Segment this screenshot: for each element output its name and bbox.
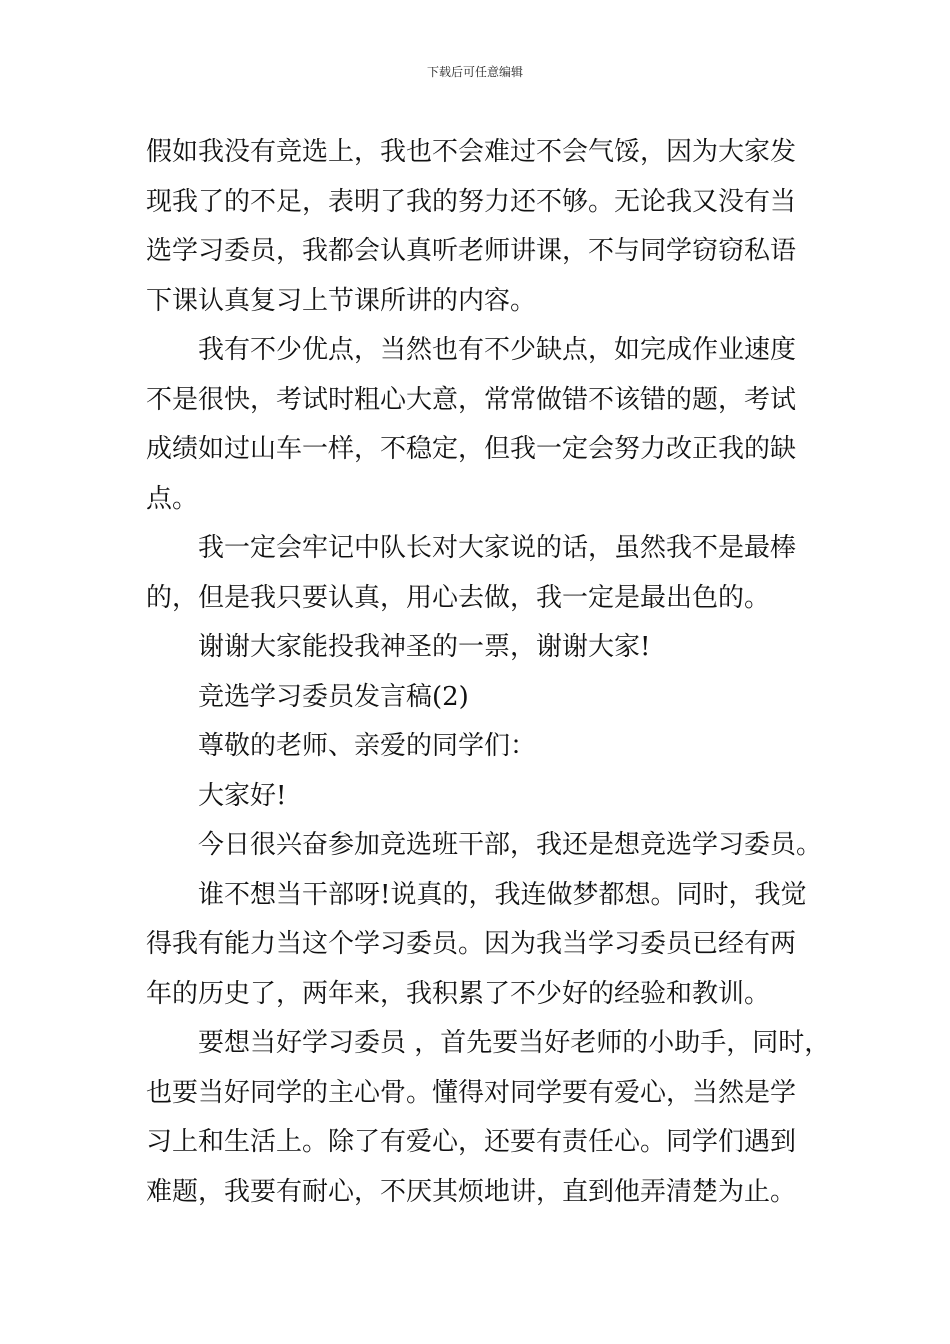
body-text xyxy=(146,128,831,1217)
paragraph xyxy=(146,524,822,623)
text-line: 竞选学习委员发言稿(2) xyxy=(198,681,469,712)
text-line: 我有不少优点，当然也有不少缺点，如完成作业速度 xyxy=(198,335,797,365)
text-line: 现我了的不足，表明了我的努力还不够。无论我又没有当 xyxy=(146,186,797,217)
text-line: 选学习委员，我都会认真听老师讲课，不与同学窃窃私语 xyxy=(146,236,797,266)
text-line: 年的历史了，两年来，我积累了不少好的经验和教训。 xyxy=(146,978,771,1009)
paragraph xyxy=(146,673,822,723)
text-line: 尊敬的老师、亲爱的同学们： xyxy=(198,731,537,761)
text-line: 不是很快，考试时粗心大意，常常做错不该错的题，考试 xyxy=(146,384,797,415)
header-note: 下载后可任意编辑 xyxy=(426,65,523,79)
text-line: 今日很兴奋参加竞选班干部，我还是想竞选学习委员。 xyxy=(198,830,823,860)
text-line: 的，但是我只要认真，用心去做，我一定是最出色的。 xyxy=(146,582,771,613)
text-line: 难题，我要有耐心，不厌其烦地讲，直到他弄清楚为止。 xyxy=(146,1176,797,1207)
text-line: 我一定会牢记中队长对大家说的话，虽然我不是最棒 xyxy=(198,533,797,563)
paragraph xyxy=(146,128,822,326)
text-line: 也要当好同学的主心骨。懂得对同学要有爱心，当然是学 xyxy=(146,1077,797,1108)
paragraph xyxy=(146,1019,831,1217)
text-line: 大家好! xyxy=(198,780,287,811)
text-line: 得我有能力当这个学习委员。因为我当学习委员已经有两 xyxy=(146,929,797,959)
text-line: 假如我没有竞选上，我也不会难过不会气馁，因为大家发 xyxy=(146,137,797,167)
paragraph xyxy=(146,623,822,673)
paragraph xyxy=(146,821,822,871)
text-line: 要想当好学习委员 ，首先要当好老师的小助手，同时， xyxy=(198,1028,831,1058)
paragraph xyxy=(146,871,822,1020)
text-line: 习上和生活上。除了有爱心，还要有责任心。同学们遇到 xyxy=(146,1127,797,1157)
paragraph xyxy=(146,772,822,822)
paragraph xyxy=(146,722,822,772)
text-line: 谢谢大家能投我神圣的一票，谢谢大家! xyxy=(198,632,651,662)
text-line: 点。 xyxy=(146,483,199,514)
paragraph xyxy=(146,326,822,524)
text-line: 下课认真复习上节课所讲的内容。 xyxy=(146,285,537,316)
text-line: 成绩如过山车一样，不稳定，但我一定会努力改正我的缺 xyxy=(146,434,797,464)
text-line: 谁不想当干部呀!说真的，我连做梦都想。同时，我觉 xyxy=(198,879,807,910)
